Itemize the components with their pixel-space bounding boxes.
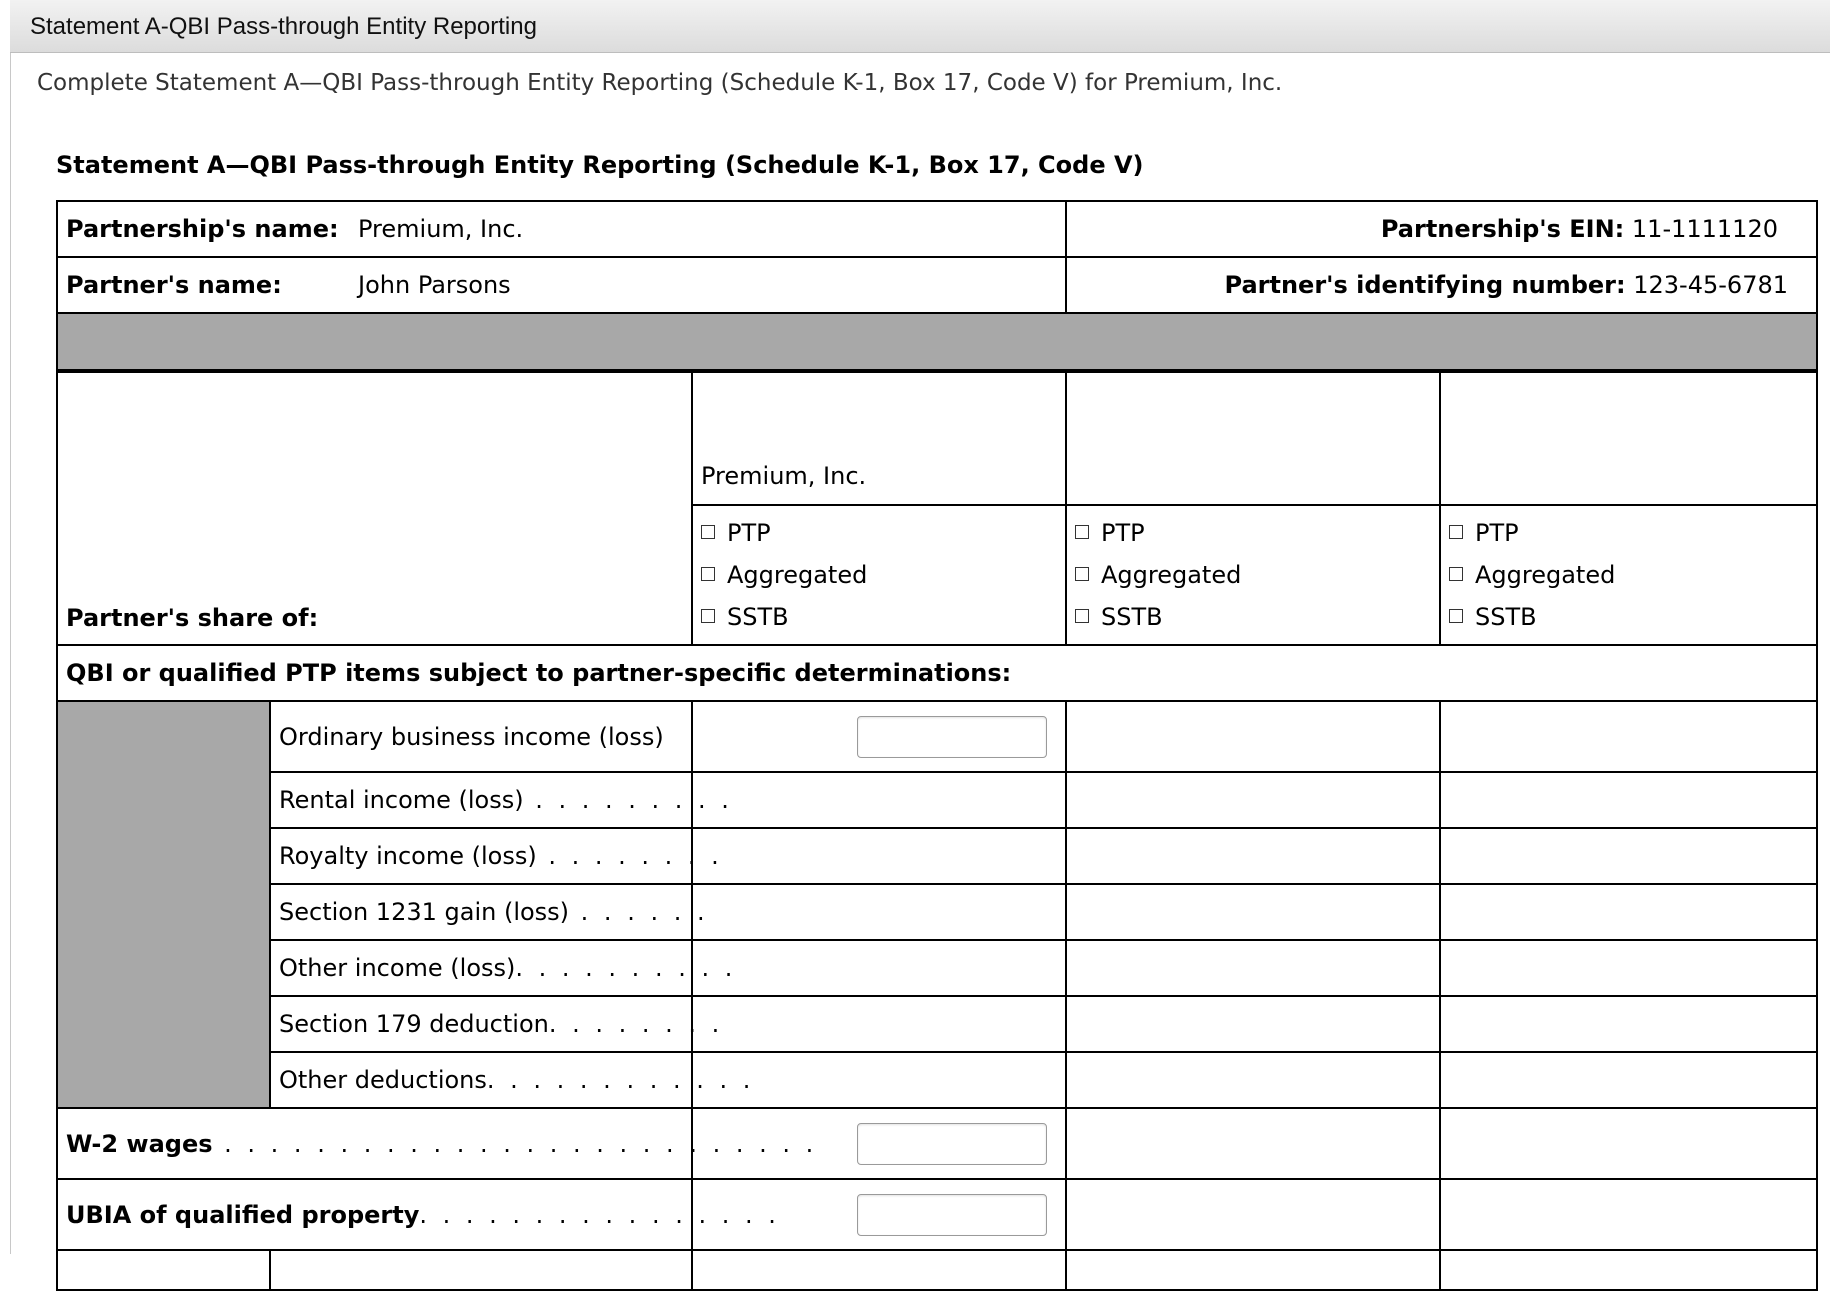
checkbox-icon[interactable] xyxy=(1075,609,1089,623)
statement-a-form xyxy=(56,200,1818,1291)
ordinary-business-income-input[interactable] xyxy=(857,716,1047,758)
amount-cell xyxy=(692,940,1066,996)
ptp-checkbox-1[interactable]: PTP xyxy=(701,512,1057,554)
checkbox-icon[interactable] xyxy=(1075,525,1089,539)
checkbox-icon[interactable] xyxy=(701,609,715,623)
partner-id-label: Partner's identifying number: xyxy=(1224,271,1626,299)
next-row-cell xyxy=(1066,1250,1440,1290)
partnership-ein-value: 11-1111120 xyxy=(1631,215,1778,243)
partnership-name-label: Partnership's name: xyxy=(66,215,339,243)
next-row-cell xyxy=(1440,1250,1817,1290)
amount-cell xyxy=(1440,772,1817,828)
column-1-entity-name: Premium, Inc. xyxy=(692,371,1066,505)
sstb-checkbox-2[interactable]: SSTB xyxy=(1075,596,1431,638)
amount-cell xyxy=(692,1108,1066,1179)
gray-separator-band xyxy=(57,313,1817,371)
ubia-label: UBIA of qualified property. . . . . . . . . . . . . . . . xyxy=(57,1179,692,1250)
amount-cell xyxy=(1440,701,1817,772)
amount-cell xyxy=(692,996,1066,1052)
form-title: Statement A—QBI Pass-through Entity Reporting (Schedule K-1, Box 17, Code V) xyxy=(56,151,1144,179)
partner-id-cell xyxy=(1066,257,1817,313)
next-row-cell xyxy=(270,1250,692,1290)
amount-cell xyxy=(1066,1108,1440,1179)
w2-wages-label: W-2 wages . . . . . . . . . . . . . . . . . . . . . . . . . . xyxy=(57,1108,692,1179)
instructions-text: Complete Statement A—QBI Pass-through Entity Reporting (Schedule K-1, Box 17, Code V) for Premium, Inc. xyxy=(37,70,1283,96)
partner-name-cell xyxy=(57,257,1066,313)
partner-name-label: Partner's name: xyxy=(66,271,282,299)
amount-cell xyxy=(1440,1052,1817,1108)
item-label: Other deductions. . . . . . . . . . . . xyxy=(270,1052,692,1108)
partner-id-value: 123-45-6781 xyxy=(1633,271,1788,299)
gray-indent-block xyxy=(57,701,270,1108)
partner-share-of-label: Partner's share of: xyxy=(57,371,692,645)
partnership-name-cell xyxy=(57,201,1066,257)
checkbox-icon[interactable] xyxy=(1075,567,1089,581)
checkbox-icon[interactable] xyxy=(1449,567,1463,581)
sstb-checkbox-3[interactable]: SSTB xyxy=(1449,596,1808,638)
column-1-options xyxy=(692,505,1066,645)
aggregated-checkbox-2[interactable]: Aggregated xyxy=(1075,554,1431,596)
amount-cell xyxy=(1066,940,1440,996)
partnership-ein-label: Partnership's EIN: xyxy=(1380,215,1625,243)
amount-cell xyxy=(1440,996,1817,1052)
partnership-ein-cell xyxy=(1066,201,1817,257)
item-label: Section 1231 gain (loss) . . . . . . xyxy=(270,884,692,940)
next-row-cell xyxy=(692,1250,1066,1290)
aggregated-checkbox-3[interactable]: Aggregated xyxy=(1449,554,1808,596)
item-label: Rental income (loss) . . . . . . . . . xyxy=(270,772,692,828)
amount-cell xyxy=(1440,828,1817,884)
partnership-name-value: Premium, Inc. xyxy=(358,215,524,243)
partner-name-value: John Parsons xyxy=(358,271,511,299)
amount-cell xyxy=(1066,828,1440,884)
item-label: Section 179 deduction. . . . . . . . xyxy=(270,996,692,1052)
checkbox-icon[interactable] xyxy=(1449,609,1463,623)
amount-cell xyxy=(1440,1179,1817,1250)
sstb-checkbox-1[interactable]: SSTB xyxy=(701,596,1057,638)
column-3-options xyxy=(1440,505,1817,645)
amount-cell xyxy=(1440,884,1817,940)
amount-cell xyxy=(1440,1108,1817,1179)
item-label: Other income (loss). . . . . . . . . . xyxy=(270,940,692,996)
amount-cell xyxy=(692,1179,1066,1250)
item-label: Royalty income (loss) . . . . . . . . xyxy=(270,828,692,884)
section-heading: QBI or qualified PTP items subject to partner-specific determinations: xyxy=(57,645,1817,701)
ptp-checkbox-3[interactable]: PTP xyxy=(1449,512,1808,554)
ptp-checkbox-2[interactable]: PTP xyxy=(1075,512,1431,554)
w2-wages-input[interactable] xyxy=(857,1123,1047,1165)
amount-cell xyxy=(692,828,1066,884)
item-label: Ordinary business income (loss) xyxy=(270,701,692,772)
amount-cell xyxy=(692,884,1066,940)
amount-cell xyxy=(1066,701,1440,772)
window-title: Statement A-QBI Pass-through Entity Reporting xyxy=(10,0,1830,53)
amount-cell xyxy=(1066,1179,1440,1250)
checkbox-icon[interactable] xyxy=(701,567,715,581)
amount-cell xyxy=(1066,772,1440,828)
amount-cell xyxy=(1440,940,1817,996)
amount-cell xyxy=(1066,884,1440,940)
ubia-input[interactable] xyxy=(857,1194,1047,1236)
checkbox-icon[interactable] xyxy=(701,525,715,539)
checkbox-icon[interactable] xyxy=(1449,525,1463,539)
next-row-cell xyxy=(57,1250,270,1290)
aggregated-checkbox-1[interactable]: Aggregated xyxy=(701,554,1057,596)
column-2-entity-name xyxy=(1066,371,1440,505)
column-2-options xyxy=(1066,505,1440,645)
amount-cell xyxy=(1066,996,1440,1052)
amount-cell xyxy=(692,701,1066,772)
column-3-entity-name xyxy=(1440,371,1817,505)
amount-cell xyxy=(692,772,1066,828)
amount-cell xyxy=(1066,1052,1440,1108)
